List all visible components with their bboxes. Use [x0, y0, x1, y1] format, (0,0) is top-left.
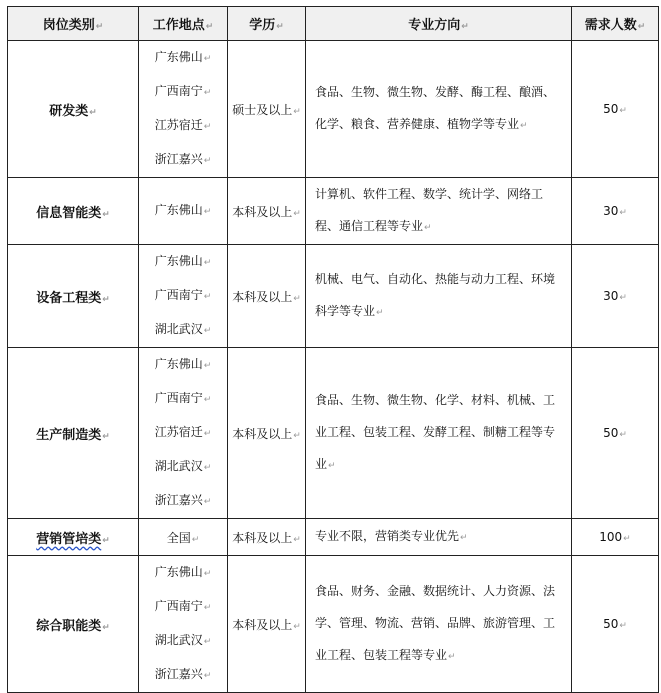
major-cell: 食品、生物、微生物、化学、材料、机械、工业工程、包装工程、发酵工程、制糖工程等专业↵ [306, 348, 572, 519]
location-cell [139, 178, 228, 245]
location-item: 广西南宁↵ [154, 288, 212, 302]
table-row [8, 556, 659, 693]
location-item: 广东佛山↵ [154, 203, 212, 217]
table-row [8, 519, 659, 556]
location-item: 广东佛山↵ [154, 50, 212, 64]
location-item: 湖北武汉↵ [154, 322, 212, 336]
table-row [8, 245, 659, 348]
location-cell [139, 519, 228, 556]
location-item: 广东佛山↵ [154, 254, 212, 268]
location-item: 广东佛山↵ [154, 357, 212, 371]
count-cell: 50↵ [572, 348, 659, 519]
recruitment-table [7, 6, 659, 693]
education-cell: 本科及以上↵ [228, 519, 306, 556]
header-location: 工作地点↵ [139, 7, 228, 41]
table-row [8, 41, 659, 178]
location-cell [139, 556, 228, 693]
table-row [8, 178, 659, 245]
education-cell: 本科及以上↵ [228, 556, 306, 693]
location-item: 江苏宿迁↵ [154, 118, 212, 132]
category-cell: 综合职能类↵ [8, 556, 139, 693]
table-row [8, 348, 659, 519]
count-cell: 30↵ [572, 178, 659, 245]
count-cell: 50↵ [572, 556, 659, 693]
education-cell: 硕士及以上↵ [228, 41, 306, 178]
category-cell: 营销管培类↵ [8, 519, 139, 556]
education-cell: 本科及以上↵ [228, 348, 306, 519]
location-item: 全国↵ [166, 530, 200, 545]
location-item: 湖北武汉↵ [154, 633, 212, 647]
header-category: 岗位类别↵ [8, 7, 139, 41]
major-cell: 食品、生物、微生物、发酵、酶工程、酿酒、化学、粮食、营养健康、植物学等专业↵ [306, 41, 572, 178]
education-cell: 本科及以上↵ [228, 178, 306, 245]
count-cell: 30↵ [572, 245, 659, 348]
location-cell [139, 245, 228, 348]
header-major: 专业方向↵ [306, 7, 572, 41]
location-cell [139, 41, 228, 178]
location-item: 浙江嘉兴↵ [154, 152, 212, 166]
location-item: 江苏宿迁↵ [154, 425, 212, 439]
major-cell: 计算机、软件工程、数学、统计学、网络工程、通信工程等专业↵ [306, 178, 572, 245]
header-education: 学历↵ [228, 7, 306, 41]
category-cell: 研发类↵ [8, 41, 139, 178]
education-cell: 本科及以上↵ [228, 245, 306, 348]
major-cell: 专业不限，营销类专业优先↵ [306, 519, 572, 556]
count-cell: 100↵ [572, 519, 659, 556]
header-count: 需求人数↵ [572, 7, 659, 41]
header-row [8, 7, 659, 41]
location-item: 湖北武汉↵ [154, 459, 212, 473]
location-item: 浙江嘉兴↵ [154, 493, 212, 507]
count-cell: 50↵ [572, 41, 659, 178]
location-cell [139, 348, 228, 519]
major-cell: 食品、财务、金融、数据统计、人力资源、法学、管理、物流、营销、品牌、旅游管理、工业工程、包装工程等专业↵ [306, 556, 572, 693]
location-item: 广西南宁↵ [154, 391, 212, 405]
location-item: 广东佛山↵ [154, 565, 212, 579]
category-cell: 设备工程类↵ [8, 245, 139, 348]
location-item: 浙江嘉兴↵ [154, 667, 212, 681]
location-item: 广西南宁↵ [154, 84, 212, 98]
category-cell: 信息智能类↵ [8, 178, 139, 245]
location-item: 广西南宁↵ [154, 599, 212, 613]
category-cell: 生产制造类↵ [8, 348, 139, 519]
major-cell: 机械、电气、自动化、热能与动力工程、环境科学等专业↵ [306, 245, 572, 348]
